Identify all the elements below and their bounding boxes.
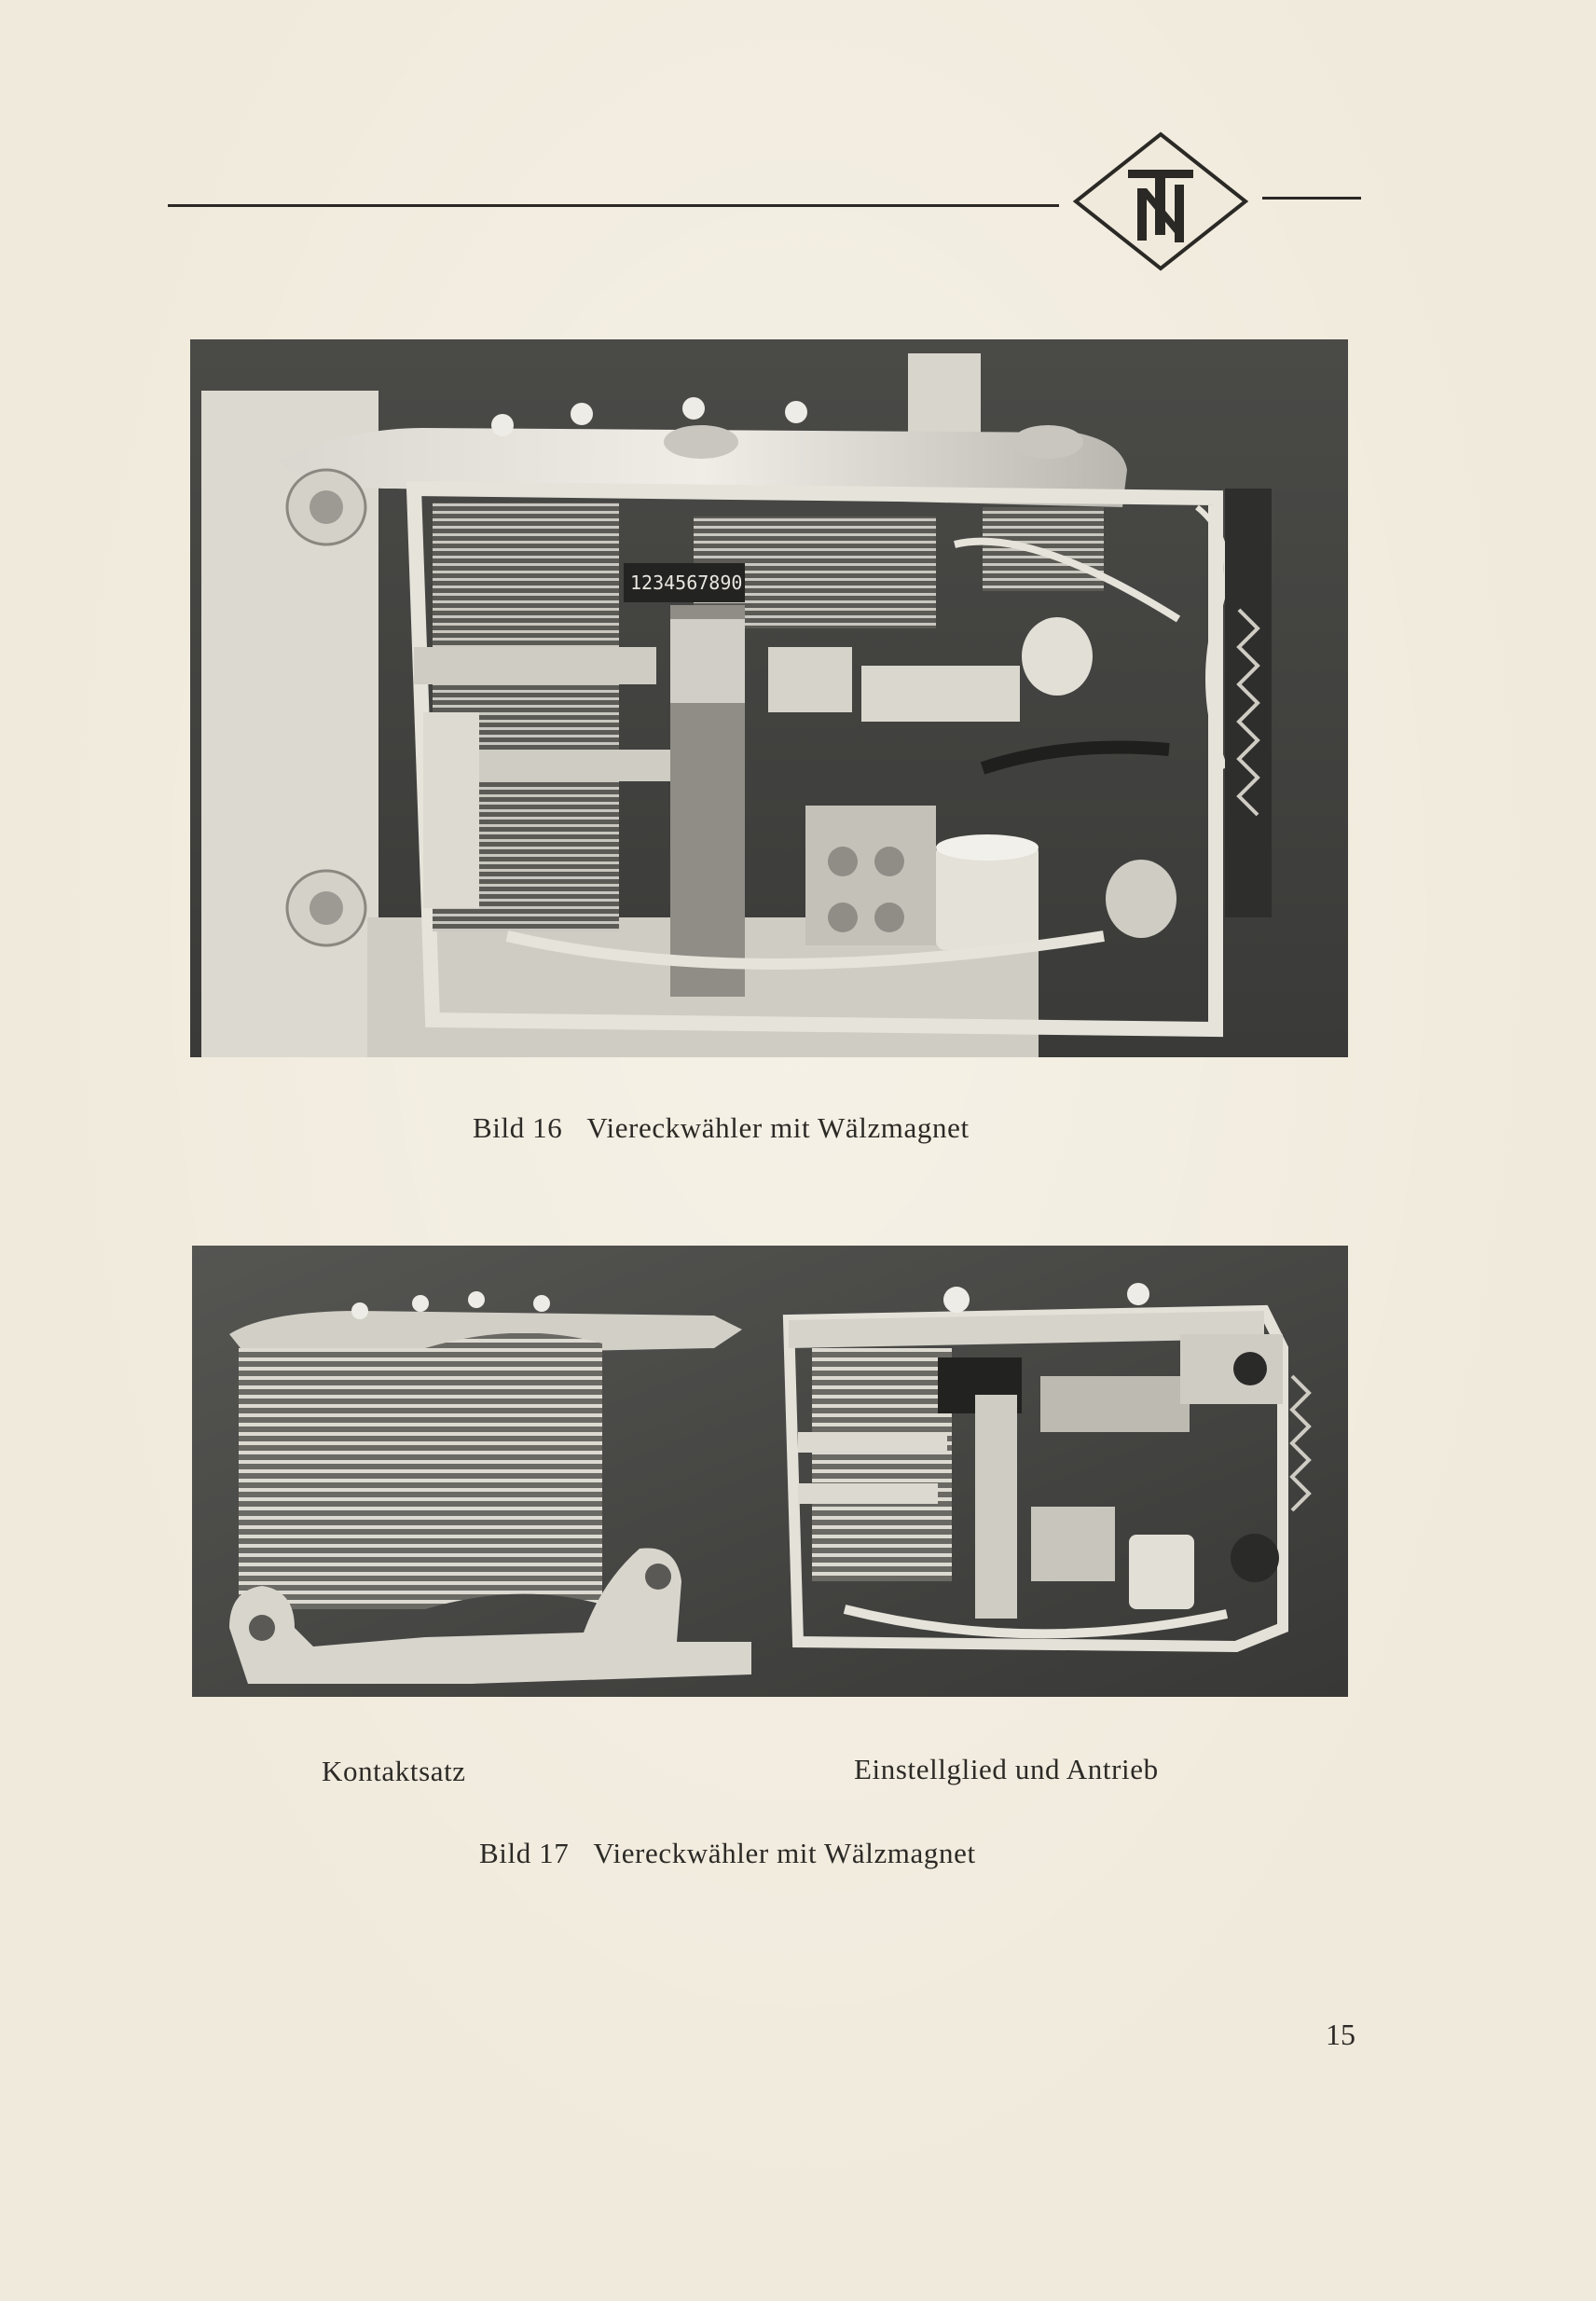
header-rule-right: [1262, 197, 1361, 200]
selector-switch-photo-icon: [190, 339, 1348, 1057]
figure-17-photo: [192, 1246, 1348, 1697]
figure-17-number: Bild 17: [479, 1837, 570, 1869]
figure-16-number: Bild 16: [473, 1111, 563, 1144]
figure-16-caption-text: Viereckwähler mit Wälzmagnet: [586, 1111, 970, 1144]
figure-17-right-label: Einstellglied und Antrieb: [854, 1753, 1159, 1785]
svg-text:1234567890: 1234567890: [630, 572, 743, 594]
selector-switch-parts-photo-icon: [192, 1246, 1348, 1697]
figure-17-caption-text: Viereckwähler mit Wälzmagnet: [593, 1837, 976, 1869]
figure-16-caption: [473, 1111, 970, 1145]
figure-17-caption: [479, 1837, 976, 1870]
figure-17-left-label: Kontaktsatz: [322, 1755, 466, 1787]
figure-16-photo: [190, 339, 1348, 1057]
page-number: 15: [1326, 2018, 1355, 2051]
tn-diamond-logo-icon: [1072, 131, 1249, 272]
header-rule-left: [168, 204, 1059, 207]
